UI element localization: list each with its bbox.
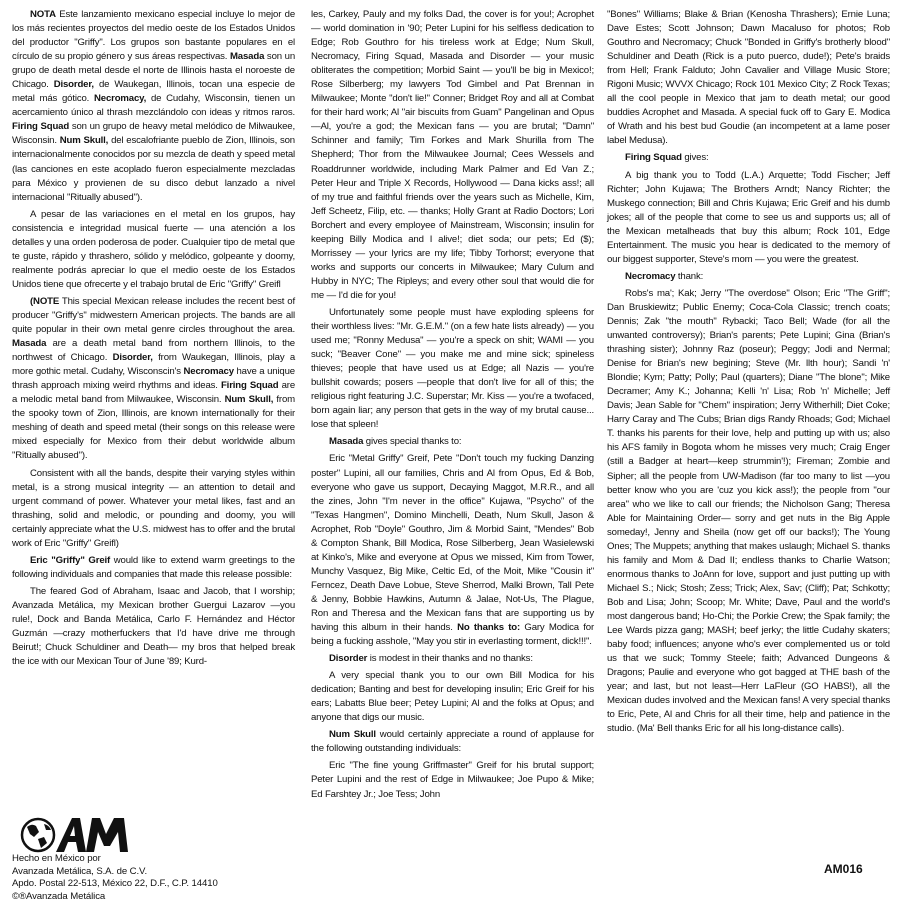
band-name-disorder: Disorder, (54, 79, 94, 90)
avanzada-metalica-globe-logo-icon (20, 812, 132, 858)
masada-thanks-text: Eric "Metal Griffy" Greif, Pete "Don't touch my fucking Danzing poster" Lupini, all our families, Chris and Al from Opus, Ed & Bob, everyone who gave us support, Decaying Maggot, M.R.R., and all the zines, John "I'm never in the office" Kujawa, "Psycho" of the "Texas Hangmen", Domino Minchelli, Death, Num Skull, Jason & Acrophet, Rob "Doyle" Gouthro, Jim & Morbid Saint, "Mendes" Bob & Compton Shank, Bill Modica, Rose Silberberg, Jean Wasielewski at Kinko's, Mike and everyone at Opus we missed, Kim from Tower, Munchy Vasquez, Big Mike, Celtic Ed, of the Moit, Mike "Cousin it" Ferncez, Death Dave Lobue, Steve Sherrod, Malki Brown, Tall Pete & Jenny, Bobbie Hawkins, Autumn & Jalae, Not-Us, The Plague, Ron and Theresa and the Mexican fans that are supporting us by having this album in their hands. No thanks to: Gary Modica for being a fucking asshole, "May you stir in everlasting torment, dick!!!". (311, 452, 594, 649)
heading-nota: NOTA (30, 9, 56, 20)
column-3 (607, 8, 890, 739)
band-name-num-skull: Num Skull, (60, 135, 108, 146)
griffy-thanks-continued: les, Carkey, Pauly and my folks Dad, the cover is for you!; Acrophet — world domination in '90; Peter Lupini for his selfless dedication to Edge; Rob Gouthro for his tireless work at Edge; Num Skull, Necromacy, Firing Squad, Masada and Disorder — your music obliterates the competition; Morbid Saint — you'll be big in Mexico!; Rose Silberberg; my lawyers Tod Gimbel and Pat Brennan in Milwaukee; Monte "don't lie!" Conner; Bridget Roy and all at Combat for their hard work; Al "air biscuits from Guam" Pangelinan and Opus —Al, you're a god; the Mexican fans — you are brutal; "Damn" Schinner and family; Tim Forkes and Mark Shurilla from The Shepherd; Thor from the Milwaukee Journal; Cees Wessels and Roaddrunner worldwide, including Mark Palmer and Ed Van Z.; Peter Heur and Triple X Records, Hollywood — Dana kicks ass!; all of my true and faithful friends over the years such as Michelle, Kim, Jeff Scheetz, Filip, etc. — thanks; Holly Grant at Radio Doctors; Lori Borchert and every employee of Mainstream, Wisconsin; insulin for keeping Billy Modica and I alive!; diet soda; our pets; Ed ($); Morrissey — your lyrics are my life; Tibby Torhorst; everyone that works and supports our concerts in Milwaukee; Mary Culum and Hubby in NYC; The Ripleys; and every other soul that would die for me — I'd die for you! (311, 8, 594, 303)
no-thanks-paragraph: Unfortunately some people must have exploding spleens for their worthless lives: "Mr. G.E.M." (on a few hate lists already) — you used me; "Ronny Medusa" — you're a speck on shit; WAMI — you suck; "Beaver Cone" — you make me and mine sick; spineless thieves; people that have used us at Edge; all Nazis — you're bullshit cowards; posers —people that don't live for all of this; the religious right featuring J.C. Superstar; Mr. Kiss — you're a twofaced, born again liar; any person that gets in the way of my brutal cause... lose that spleen! (311, 306, 594, 432)
num-skull-thanks-continued: "Bones" Williams; Blake & Brian (Kenosha Thrashers); Ernie Luna; Dave Estes; Scott Johnson; Dawn Macaluso for photos; Rob Gouthro and Necromacy; Chuck "Bonded in Griffy's brotherly blood" Schuldiner and Death (Rick is a puto puerco, dude!); Pete's braids from Hell; Frank Falduto; John Cavalier and Village Music Store; Rigoni Music; WVVX Chicago; Rock 101 Mexico City; Z Rock Texas; all the cool people in Mexico that jam to death metal; our good buddies Acrophet and Masada. A special fuck off to Gary E. Modica of Wrath and his best bud Goudie (an incompetent at a lame poser label Medusa). (607, 8, 890, 148)
firing-squad-thanks-heading: Firing Squad gives: (607, 151, 890, 165)
publisher-imprint (12, 853, 218, 903)
necromacy-thanks-heading: Necromacy thank: (607, 270, 890, 284)
imprint-line: ©®Avanzada Metálica (12, 891, 218, 903)
spanish-paragraph-2: A pesar de las variaciones en el metal en los grupos, hay consistencia e integridad musical fuerte — una atención a los detalles y una orden poderosa de poder. Cualquier tipo de metal que te guste, rápido y thrashero, sólido y melódico, golpeante y doomy, realmente podrás apreciar lo que el medio oeste de los Estados Unidos tiene que ofrecerte y el trabajo brutal de Eric "Griffy" Greifl (12, 208, 295, 292)
band-name-firing-squad: Firing Squad (12, 121, 69, 132)
catalog-number: AM016 (824, 862, 863, 876)
disorder-thanks-text: A very special thank you to our own Bill Modica for his dedication; Banting and best for developing insulin; Eric Greif for his ears; Labatts Blue beer; Petey Lupini; Al and the folks at Opus; and anyone that digs our music. (311, 669, 594, 725)
column-1 (12, 8, 295, 672)
nota-spanish-paragraph: NOTA Este lanzamiento mexicano especial incluye lo mejor de los más recientes proyectos del medio oeste de los Estados Unidos del productor "Griffy". Los grupos son bastante populares en el círculo de su propio género y sus áreas respectivas. Masada son un grupo de death metal desde el norte de Illinois hasta el noroeste de Chicago. Disorder, de Waukegan, Illinois, tocan una especie de metal más gótico. Necromacy, de Cudahy, Wisconsin, tienen un acercamiento único al thrash mezclándolo con ideas y ritmos raros. Firing Squad son un grupo de heavy metal melódico de Milwaukee, Wisconsin. Num Skull, del escalofriante pueblo de Zion, Illinois, son internacionalmente conocidos por su mezcla de death y speed metal (las canciones en este acoplado fueron especialmente mezcladas para México y provienen de su disco debut lanzado a nivel internacional "Ritually abused"). (12, 8, 295, 205)
heading-note: (NOTE (30, 296, 59, 307)
name-eric-griffy-greif: Eric "Griffy" Greif (30, 555, 110, 566)
english-paragraph-2: Consistent with all the bands, despite their varying styles within metal, is a strong musical integrity — an attention to detail and urgent command of power. Whatever your metal likes, fast and an thrashing, solid and melodic, or pounding and doomy, you will certainly appreciate what the U.S. midwest has to offer and the brutal work of Eric "Griffy" Greifl) (12, 467, 295, 551)
column-2 (311, 8, 594, 805)
firing-squad-thanks-text: A big thank you to Todd (L.A.) Arquette; Todd Fischer; Jeff Richter; John Kujawa; The Brothers Arndt; Nancy Richter; the Muskego connection; Bill and Chris Kujawa; Eric Greif and his dumb jokes; all of the people that come to see us and supports us; all of the Mexican metalheads that buy this album; Rock 101, Edge Entertainment. The music you hear is dedicated to the memory of our biggest supporter, Steve's mom — you were the greatest. (607, 169, 890, 267)
griffy-greetings-intro: Eric "Griffy" Greif would like to extend warm greetings to the following individuals and companies that made this release possible: (12, 554, 295, 582)
note-english-paragraph: (NOTE This special Mexican release includes the recent best of producer "Griffy's" midwestern American projects. The bands are all quite popular in their own metal genre circles throughout the area. Masada are a death metal band from northern Illinois, to the northwest of Chicago. Disorder, from Waukegan, Illinois, play a more gothic metal. Cudahy, Wisconscin's Necromacy have a unique thrash approach mixing weird rhythms and ideas. Firing Squad are a melodic metal band from Milwaukee, Wisconsin. Num Skull, from the spooky town of Zion, Illinois, are known internationally for their meshing of death and speed metal (their songs on this release were mixed especially for Mexico from their debut worldwide album "Ritually abused"). (12, 295, 295, 464)
disorder-thanks-heading: Disorder is modest in their thanks and no thanks: (311, 652, 594, 666)
band-name-necromacy: Necromacy, (94, 93, 146, 104)
num-skull-thanks-text: Eric "The fine young Griffmaster" Greif for his brutal support; Peter Lupini and the rest of Edge in Milwaukee; Joe Pupo & Mike; Ed Farshtey Jr.; Joe Tess; John (311, 759, 594, 801)
masada-thanks-heading: Masada gives special thanks to: (311, 435, 594, 449)
band-name-masada: Masada (230, 51, 264, 62)
num-skull-thanks-heading: Num Skull would certainly appreciate a round of applause for the following outstanding individuals: (311, 728, 594, 756)
imprint-line: Hecho en México por (12, 853, 218, 866)
imprint-line: Apdo. Postal 22-513, México 22, D.F., C.P. 14410 (12, 878, 218, 891)
griffy-thanks-text: The feared God of Abraham, Isaac and Jacob, that I worship; Avanzada Metálica, my Mexican brother Guergui Lazarov —you rule!, Dock and Banda Metálica, Carlo F. Hernández and Héctor Guzmán —crazy motherfuckers that I'd have drive me through Beirut!; Chuck Schuldiner and Death— my bros that helped break the ice with our Mexican Tour of June '89; Kurd- (12, 585, 295, 669)
imprint-line: Avanzada Metálica, S.A. de C.V. (12, 866, 218, 879)
no-thanks-label: No thanks to: (457, 622, 520, 633)
necromacy-thanks-text: Robs's ma'; Kak; Jerry "The overdose" Olson; Eric "The Griff"; Dan Bruskiewitz; Public Enemy; Coca-Cola Classic; trench coats; Dennis; Zak "the mouth" Rybacki; Taco Bell; Wade (for all the unwanted controversy); Brian's parents; Pete Lupini; Gina (Brian's thrashing sister); Johnny Raz (poseur); Peggy; Jodi and Nermal; Denise for Brian's new begining; Steve (Mr. llth hour); Sandi 'n' Blondie; Kym; Patty; Polly; Paul (quarters); Diane "The blone"; Mike Decramer; Amy K.; Johanna; Kelli 'n' Lisa; Rob 'n' Michelle; Jeff Davis; Jean Sable for "Chem" inspiration; Jerry Witherhill; Diet Coke; Harry Caray and The Cubs; Brian digs Randy Rhoads; God; Michael T. thanks his parents for their love, help and putting up with us; also his AFS family in Bogota whom he misses very much; Craig Enger (still a Badger at heart—keep strummin'!); Fireman; Zombie and Sipher; all the people from UW-Madison (far too many to list —you better know who you are 'cuz you kick ass!); the people from "our area" who we like to call our friends; the Nicholson Gang; Theresa Able for Maintaining Order— sorry and get nuts in the Big Apple someday!, Jenny and Sheila (now get off our backs!); The Young Ones; The Muppets; anything that makes uslaugh; Michael S. thanks his family and Mom & Dad II; endless thanks to Charlie Watson; enormous thanks to JoAnn for love, support and just putting up with Michael S.; Nick; Stosh; Zess; Trick; Alex, Sav; (Cliff); Pat; Schkotty; Bob and Lisa; John; Scoop; Mr. White; Dave, Paul and the world's most dangerous band; Ho-Chi; the Porkie Crew; the Spak family; the Lee Wards pizza gang; MASH; beef jerky; the little Cudahy skaters; baby food; influences; anyone who's ever complemented us or told us that we suck; Tommy Steele; faith; Advanced Dungeons & Dragons; Paulie and everyone who got bagged at THE bash of the year; and last, but not least—Herr LaFleur (GO HABS!), all the Mexican dudes involved and the Mexican fans! A very special thanks to Eric, Pete, Al and Chris for all their time, help and patience in the studio. (Ma' Bell thanks Eric for all his long-distance calls). (607, 287, 890, 737)
